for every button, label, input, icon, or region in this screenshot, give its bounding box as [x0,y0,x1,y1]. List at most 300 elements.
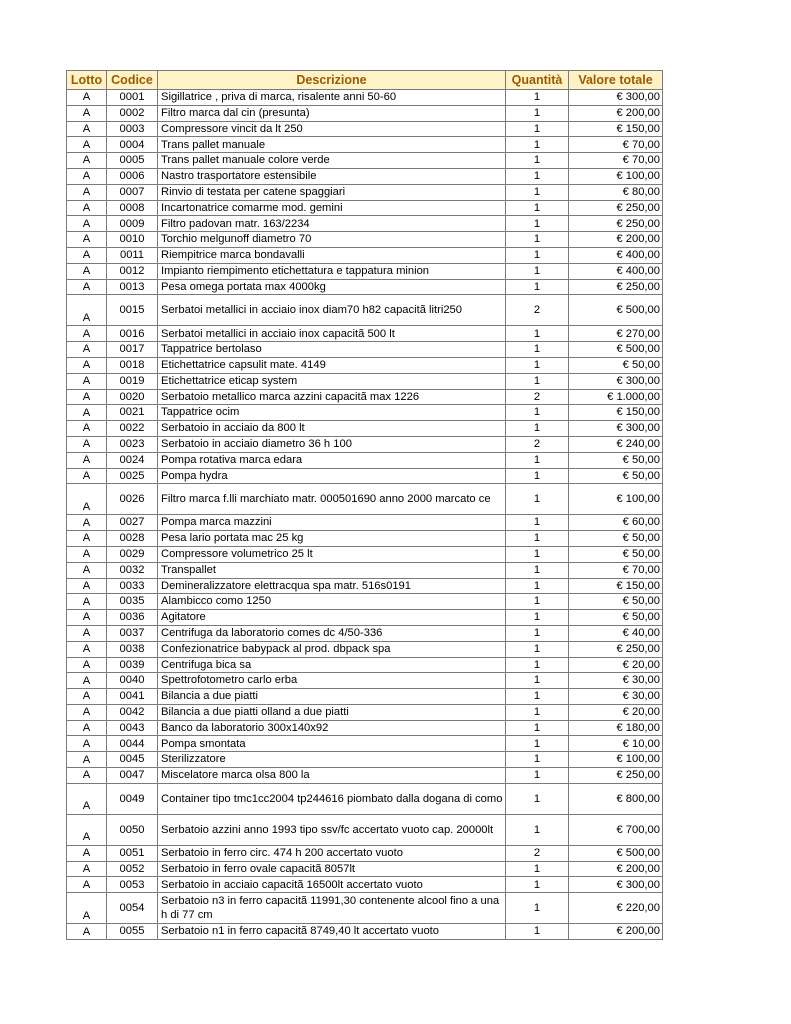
cell-valore: € 220,00 [569,893,663,924]
cell-quantita: 1 [506,625,569,641]
cell-descrizione: Serbatoio metallico marca azzini capacitã max 1226 [158,389,506,405]
cell-codice: 0053 [107,877,158,893]
table-row [67,405,663,421]
cell-quantita: 1 [506,484,569,515]
cell-descrizione: Serbatoi metallici in acciaio inox capacitã 500 lt [158,326,506,342]
table-body [67,90,663,940]
cell-lotto: A [67,373,107,389]
cell-valore: € 50,00 [569,531,663,547]
cell-codice: 0036 [107,610,158,626]
cell-codice: 0035 [107,594,158,610]
cell-valore: € 70,00 [569,153,663,169]
table-row [67,814,663,845]
cell-codice: 0018 [107,357,158,373]
cell-descrizione: Sigillatrice , priva di marca, risalente anni 50-60 [158,90,506,106]
table-row [67,105,663,121]
cell-codice: 0047 [107,768,158,784]
table-row [67,452,663,468]
cell-lotto: A [67,389,107,405]
cell-valore: € 100,00 [569,168,663,184]
cell-descrizione: Serbatoio in ferro ovale capacitã 8057lt [158,861,506,877]
cell-quantita: 1 [506,783,569,814]
cell-lotto: A [67,720,107,736]
header-codice: Codice [107,71,158,90]
cell-quantita: 2 [506,389,569,405]
cell-quantita: 2 [506,845,569,861]
cell-valore: € 400,00 [569,263,663,279]
table-row [67,720,663,736]
cell-valore: € 40,00 [569,625,663,641]
cell-lotto: A [67,625,107,641]
cell-codice: 0050 [107,814,158,845]
cell-codice: 0013 [107,279,158,295]
table-row [67,168,663,184]
table-row [67,594,663,610]
table-row [67,877,663,893]
cell-lotto: A [67,768,107,784]
cell-descrizione: Pompa rotativa marca edara [158,452,506,468]
table-row [67,531,663,547]
cell-quantita: 1 [506,673,569,689]
cell-valore: € 200,00 [569,924,663,940]
table-row [67,263,663,279]
table-row [67,704,663,720]
cell-valore: € 50,00 [569,452,663,468]
cell-lotto: A [67,153,107,169]
cell-codice: 0008 [107,200,158,216]
cell-valore: € 20,00 [569,657,663,673]
cell-quantita: 1 [506,689,569,705]
cell-codice: 0004 [107,137,158,153]
cell-codice: 0049 [107,783,158,814]
table-row [67,184,663,200]
cell-lotto: A [67,168,107,184]
cell-codice: 0028 [107,531,158,547]
table-row [67,357,663,373]
cell-lotto: A [67,342,107,358]
table-row [67,515,663,531]
cell-quantita: 1 [506,184,569,200]
cell-codice: 0029 [107,546,158,562]
cell-codice: 0052 [107,861,158,877]
cell-lotto: A [67,594,107,610]
cell-valore: € 300,00 [569,421,663,437]
cell-lotto: A [67,232,107,248]
table-row [67,641,663,657]
cell-descrizione: Compressore volumetrico 25 lt [158,546,506,562]
table-row [67,610,663,626]
cell-valore: € 50,00 [569,610,663,626]
cell-descrizione: Pesa omega portata max 4000kg [158,279,506,295]
cell-codice: 0015 [107,295,158,326]
cell-quantita: 1 [506,578,569,594]
cell-descrizione: Pesa lario portata mac 25 kg [158,531,506,547]
cell-descrizione: Serbatoio in acciaio da 800 lt [158,421,506,437]
cell-codice: 0045 [107,752,158,768]
cell-valore: € 300,00 [569,373,663,389]
cell-lotto: A [67,405,107,421]
cell-descrizione: Filtro padovan matr. 163/2234 [158,216,506,232]
cell-descrizione: Serbatoio in acciaio diametro 36 h 100 [158,436,506,452]
cell-lotto: A [67,326,107,342]
cell-codice: 0027 [107,515,158,531]
cell-quantita: 1 [506,704,569,720]
cell-descrizione: Demineralizzatore elettracqua spa matr. 516s0191 [158,578,506,594]
cell-codice: 0007 [107,184,158,200]
cell-valore: € 50,00 [569,546,663,562]
table-row [67,845,663,861]
cell-codice: 0010 [107,232,158,248]
header-lotto: Lotto [67,71,107,90]
cell-quantita: 1 [506,357,569,373]
table-row [67,546,663,562]
cell-valore: € 1.000,00 [569,389,663,405]
table-row [67,121,663,137]
table-row [67,153,663,169]
cell-valore: € 80,00 [569,184,663,200]
cell-quantita: 1 [506,562,569,578]
table-row [67,893,663,924]
cell-lotto: A [67,562,107,578]
cell-lotto: A [67,263,107,279]
cell-lotto: A [67,845,107,861]
cell-descrizione: Agitatore [158,610,506,626]
cell-valore: € 800,00 [569,783,663,814]
cell-codice: 0051 [107,845,158,861]
cell-lotto: A [67,657,107,673]
table-row [67,216,663,232]
cell-lotto: A [67,105,107,121]
cell-lotto: A [67,279,107,295]
cell-descrizione: Serbatoio n3 in ferro capacitã 11991,30 contenente alcool fino a una h di 77 cm [158,893,506,924]
table-row [67,468,663,484]
cell-quantita: 1 [506,752,569,768]
cell-valore: € 150,00 [569,405,663,421]
cell-descrizione: Etichettatrice capsulit mate. 4149 [158,357,506,373]
cell-quantita: 2 [506,295,569,326]
cell-codice: 0019 [107,373,158,389]
cell-quantita: 1 [506,468,569,484]
cell-quantita: 1 [506,736,569,752]
cell-quantita: 1 [506,531,569,547]
cell-valore: € 100,00 [569,484,663,515]
cell-lotto: A [67,247,107,263]
cell-valore: € 700,00 [569,814,663,845]
cell-valore: € 30,00 [569,673,663,689]
cell-quantita: 2 [506,436,569,452]
cell-quantita: 1 [506,610,569,626]
cell-quantita: 1 [506,279,569,295]
cell-valore: € 250,00 [569,200,663,216]
cell-quantita: 1 [506,263,569,279]
cell-lotto: A [67,436,107,452]
table-row [67,232,663,248]
cell-codice: 0020 [107,389,158,405]
cell-valore: € 200,00 [569,861,663,877]
cell-lotto: A [67,200,107,216]
cell-valore: € 500,00 [569,342,663,358]
table-row [67,768,663,784]
cell-lotto: A [67,673,107,689]
table-row [67,436,663,452]
cell-valore: € 20,00 [569,704,663,720]
cell-descrizione: Spettrofotometro carlo erba [158,673,506,689]
cell-quantita: 1 [506,90,569,106]
table-row [67,279,663,295]
cell-descrizione: Etichettatrice eticap system [158,373,506,389]
cell-valore: € 10,00 [569,736,663,752]
cell-codice: 0012 [107,263,158,279]
cell-valore: € 250,00 [569,279,663,295]
cell-descrizione: Incartonatrice comarme mod. gemini [158,200,506,216]
cell-codice: 0006 [107,168,158,184]
table-row [67,421,663,437]
table-row [67,736,663,752]
cell-descrizione: Bilancia a due piatti olland a due piatti [158,704,506,720]
cell-lotto: A [67,641,107,657]
cell-lotto: A [67,783,107,814]
cell-quantita: 1 [506,326,569,342]
header-row [67,71,663,90]
cell-quantita: 1 [506,893,569,924]
cell-valore: € 250,00 [569,768,663,784]
table-row [67,673,663,689]
cell-lotto: A [67,184,107,200]
cell-codice: 0043 [107,720,158,736]
cell-codice: 0040 [107,673,158,689]
cell-quantita: 1 [506,137,569,153]
cell-lotto: A [67,704,107,720]
table-row [67,137,663,153]
cell-lotto: A [67,752,107,768]
table-row [67,861,663,877]
cell-codice: 0003 [107,121,158,137]
cell-codice: 0017 [107,342,158,358]
cell-descrizione: Impianto riempimento etichettatura e tappatura minion [158,263,506,279]
cell-descrizione: Centrifuga da laboratorio comes dc 4/50-336 [158,625,506,641]
cell-descrizione: Bilancia a due piatti [158,689,506,705]
cell-lotto: A [67,578,107,594]
cell-valore: € 100,00 [569,752,663,768]
cell-descrizione: Nastro trasportatore estensibile [158,168,506,184]
cell-quantita: 1 [506,768,569,784]
cell-codice: 0016 [107,326,158,342]
cell-quantita: 1 [506,877,569,893]
table-row [67,342,663,358]
cell-descrizione: Miscelatore marca olsa 800 la [158,768,506,784]
cell-descrizione: Pompa marca mazzini [158,515,506,531]
cell-valore: € 250,00 [569,216,663,232]
cell-quantita: 1 [506,232,569,248]
cell-codice: 0055 [107,924,158,940]
cell-lotto: A [67,90,107,106]
cell-lotto: A [67,689,107,705]
table-row [67,295,663,326]
cell-codice: 0001 [107,90,158,106]
cell-valore: € 300,00 [569,90,663,106]
cell-valore: € 30,00 [569,689,663,705]
cell-valore: € 180,00 [569,720,663,736]
inventory-table [66,70,663,940]
cell-quantita: 1 [506,168,569,184]
cell-codice: 0032 [107,562,158,578]
cell-valore: € 500,00 [569,845,663,861]
table-row [67,578,663,594]
cell-codice: 0039 [107,657,158,673]
cell-quantita: 1 [506,515,569,531]
cell-lotto: A [67,121,107,137]
table-row [67,783,663,814]
header-valore: Valore totale [569,71,663,90]
cell-valore: € 200,00 [569,105,663,121]
cell-codice: 0021 [107,405,158,421]
cell-valore: € 400,00 [569,247,663,263]
cell-descrizione: Serbatoio n1 in ferro capacitã 8749,40 lt accertato vuoto [158,924,506,940]
header-quantita: Quantità [506,71,569,90]
cell-descrizione: Sterilizzatore [158,752,506,768]
cell-quantita: 1 [506,641,569,657]
cell-lotto: A [67,861,107,877]
cell-quantita: 1 [506,373,569,389]
table-row [67,389,663,405]
cell-lotto: A [67,468,107,484]
header-descrizione: Descrizione [158,71,506,90]
cell-descrizione: Container tipo tmc1cc2004 tp244616 piombato dalla dogana di como [158,783,506,814]
cell-lotto: A [67,893,107,924]
table-header [67,71,663,90]
cell-codice: 0044 [107,736,158,752]
cell-descrizione: Serbatoio in acciaio capacitã 16500lt accertato vuoto [158,877,506,893]
table-row [67,752,663,768]
cell-lotto: A [67,484,107,515]
cell-valore: € 50,00 [569,357,663,373]
table-row [67,200,663,216]
cell-descrizione: Serbatoi metallici in acciaio inox diam70 h82 capacitã litri250 [158,295,506,326]
cell-descrizione: Alambicco como 1250 [158,594,506,610]
cell-codice: 0011 [107,247,158,263]
cell-codice: 0009 [107,216,158,232]
cell-descrizione: Rinvio di testata per catene spaggiari [158,184,506,200]
cell-lotto: A [67,137,107,153]
cell-lotto: A [67,546,107,562]
cell-descrizione: Pompa hydra [158,468,506,484]
cell-codice: 0026 [107,484,158,515]
cell-codice: 0022 [107,421,158,437]
table-row [67,625,663,641]
cell-lotto: A [67,452,107,468]
cell-descrizione: Transpallet [158,562,506,578]
table-row [67,562,663,578]
cell-lotto: A [67,877,107,893]
cell-valore: € 150,00 [569,121,663,137]
cell-valore: € 240,00 [569,436,663,452]
cell-codice: 0042 [107,704,158,720]
cell-descrizione: Banco da laboratorio 300x140x92 [158,720,506,736]
cell-valore: € 200,00 [569,232,663,248]
table-row [67,247,663,263]
table-row [67,326,663,342]
table-row [67,689,663,705]
table-row [67,924,663,940]
cell-valore: € 60,00 [569,515,663,531]
cell-descrizione: Filtro marca f.lli marchiato matr. 000501690 anno 2000 marcato ce [158,484,506,515]
cell-codice: 0024 [107,452,158,468]
cell-codice: 0025 [107,468,158,484]
cell-descrizione: Torchio melgunoff diametro 70 [158,232,506,248]
cell-quantita: 1 [506,216,569,232]
cell-quantita: 1 [506,105,569,121]
cell-lotto: A [67,216,107,232]
cell-quantita: 1 [506,121,569,137]
cell-lotto: A [67,924,107,940]
cell-valore: € 500,00 [569,295,663,326]
cell-codice: 0033 [107,578,158,594]
cell-lotto: A [67,295,107,326]
cell-valore: € 50,00 [569,594,663,610]
cell-valore: € 70,00 [569,137,663,153]
cell-valore: € 70,00 [569,562,663,578]
cell-valore: € 270,00 [569,326,663,342]
cell-quantita: 1 [506,342,569,358]
cell-codice: 0054 [107,893,158,924]
table-row [67,484,663,515]
cell-valore: € 150,00 [569,578,663,594]
cell-valore: € 250,00 [569,641,663,657]
cell-quantita: 1 [506,452,569,468]
table-row [67,373,663,389]
cell-lotto: A [67,814,107,845]
cell-descrizione: Serbatoio azzini anno 1993 tipo ssv/fc accertato vuoto cap. 20000lt [158,814,506,845]
cell-quantita: 1 [506,720,569,736]
cell-quantita: 1 [506,546,569,562]
cell-quantita: 1 [506,405,569,421]
cell-codice: 0038 [107,641,158,657]
cell-lotto: A [67,531,107,547]
cell-descrizione: Trans pallet manuale [158,137,506,153]
cell-valore: € 300,00 [569,877,663,893]
cell-codice: 0037 [107,625,158,641]
cell-lotto: A [67,357,107,373]
cell-codice: 0023 [107,436,158,452]
cell-lotto: A [67,610,107,626]
table-row [67,657,663,673]
cell-descrizione: Riempitrice marca bondavalli [158,247,506,263]
cell-codice: 0041 [107,689,158,705]
cell-descrizione: Compressore vincit da lt 250 [158,121,506,137]
cell-quantita: 1 [506,657,569,673]
table-row [67,90,663,106]
cell-lotto: A [67,515,107,531]
cell-descrizione: Tappatrice ocim [158,405,506,421]
cell-valore: € 50,00 [569,468,663,484]
cell-descrizione: Pompa smontata [158,736,506,752]
cell-quantita: 1 [506,200,569,216]
cell-quantita: 1 [506,247,569,263]
cell-quantita: 1 [506,153,569,169]
cell-descrizione: Confezionatrice babypack al prod. dbpack spa [158,641,506,657]
cell-codice: 0002 [107,105,158,121]
cell-descrizione: Centrifuga bica sa [158,657,506,673]
cell-quantita: 1 [506,594,569,610]
cell-codice: 0005 [107,153,158,169]
cell-descrizione: Serbatoio in ferro circ. 474 h 200 accertato vuoto [158,845,506,861]
cell-lotto: A [67,421,107,437]
cell-quantita: 1 [506,861,569,877]
cell-quantita: 1 [506,421,569,437]
cell-descrizione: Tappatrice bertolaso [158,342,506,358]
cell-quantita: 1 [506,814,569,845]
cell-descrizione: Trans pallet manuale colore verde [158,153,506,169]
